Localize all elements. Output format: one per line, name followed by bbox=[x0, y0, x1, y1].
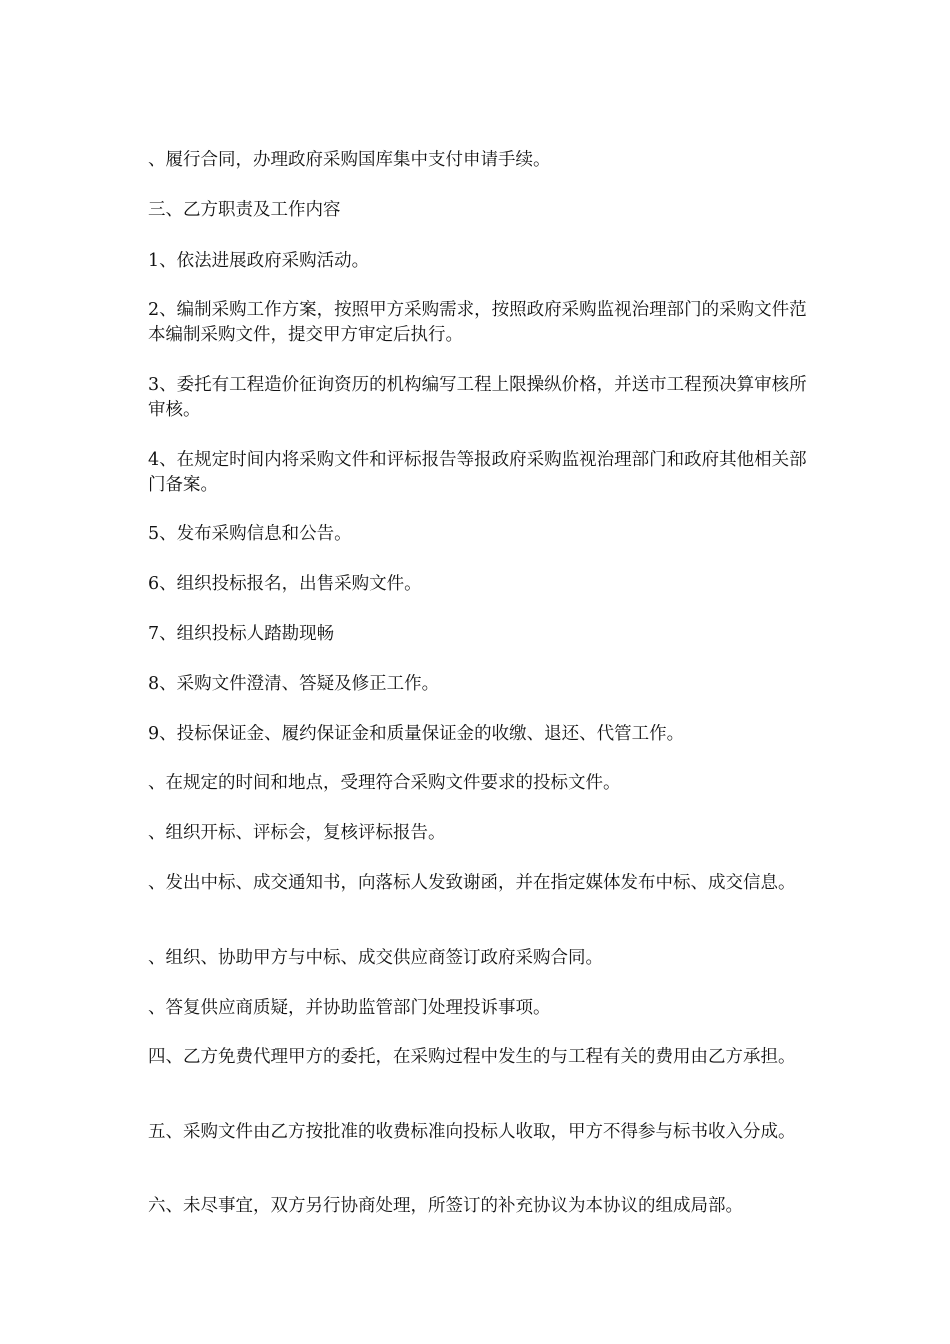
paragraph-contract-payment: 、履行合同，办理政府采购国库集中支付申请手续。 bbox=[148, 150, 551, 170]
paragraph-item-4: 4、在规定时间内将采购文件和评标报告等报政府采购监视治理部门和政府其他相关部门备案。 bbox=[148, 450, 807, 495]
paragraph-item-3: 3、委托有工程造价征询资历的机构编写工程上限操纵价格，并送市工程预决算审核所审核。 bbox=[148, 375, 807, 420]
paragraph-item-7: 7、组织投标人踏勘现畅 bbox=[148, 624, 335, 644]
section-paragraph-six: 六、未尽事宜，双方另行协商处理，所签订的补充协议为本协议的组成局部。 bbox=[148, 1196, 743, 1216]
paragraph-item-10: 、在规定的时间和地点，受理符合采购文件要求的投标文件。 bbox=[148, 773, 621, 793]
paragraph-item-11: 、组织开标、评标会，复核评标报告。 bbox=[148, 823, 446, 843]
paragraph-item-8: 8、采购文件澄清、答疑及修正工作。 bbox=[148, 674, 440, 694]
paragraph-item-6: 6、组织投标报名，出售采购文件。 bbox=[148, 574, 422, 594]
section-paragraph-four: 四、乙方免费代理甲方的委托，在采购过程中发生的与工程有关的费用由乙方承担。 bbox=[148, 1047, 796, 1067]
paragraph-item-1: 1、依法进展政府采购活动。 bbox=[148, 251, 370, 271]
paragraph-item-14: 、答复供应商质疑，并协助监管部门处理投诉事项。 bbox=[148, 998, 551, 1018]
paragraph-item-2: 2、编制采购工作方案，按照甲方采购需求，按照政府采购监视治理部门的采购文件范本编制采购文件，提交甲方审定后执行。 bbox=[148, 300, 807, 345]
paragraph-item-9: 9、投标保证金、履约保证金和质量保证金的收缴、退还、代管工作。 bbox=[148, 724, 685, 744]
paragraph-item-5: 5、发布采购信息和公告。 bbox=[148, 524, 352, 544]
paragraph-item-13: 、组织、协助甲方与中标、成交供应商签订政府采购合同。 bbox=[148, 948, 603, 968]
section-paragraph-five: 五、采购文件由乙方按批准的收费标准向投标人收取，甲方不得参与标书收入分成。 bbox=[148, 1122, 796, 1142]
paragraph-item-12: 、发出中标、成交通知书，向落标人发致谢函，并在指定媒体发布中标、成交信息。 bbox=[148, 873, 796, 893]
section-heading-party-b-duties: 三、乙方职责及工作内容 bbox=[148, 200, 341, 220]
